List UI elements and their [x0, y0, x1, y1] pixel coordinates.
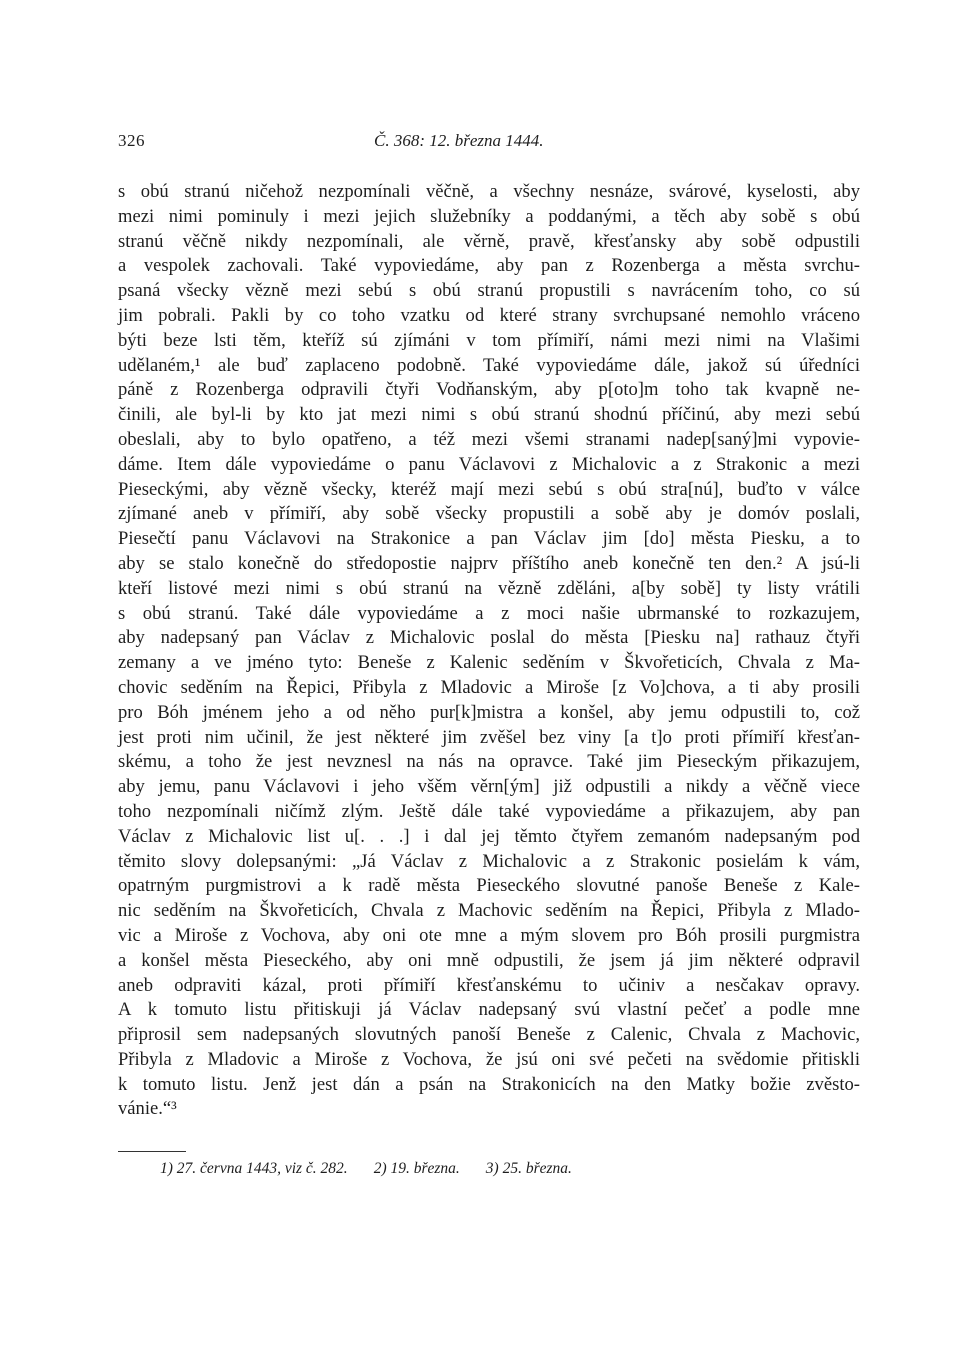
text-line: a vespolek zachovali. Také vypoviedáme, aby pan z Rozenberga a města svrchu-	[118, 255, 860, 277]
text-line: dáme. Item dále vypoviedáme o panu Václavovi z Michalovic a z Strakonic a mezi	[118, 453, 860, 475]
text-line: kteří listové mezi nimi s obú stranú na vězně zděláni, a[by sobě] ty listy vrátili	[118, 577, 860, 599]
footnote: 3) 25. března.	[485, 1160, 572, 1177]
text-line: zemany a ve jméno tyto: Beneše z Kalenic seděním v Škvořeticích, Chvala z Ma-	[118, 652, 860, 674]
text-line: těmito slovy dolepsanými: „Já Václav z Michalovic a z Strakonic posielám k vám,	[118, 850, 860, 872]
text-line: aby se stalo konečně do středopostie najprv příštího aneb konečně ten den.² A jsú-li	[118, 552, 860, 574]
page-number: 326	[118, 131, 145, 150]
text-line: psaná všecky vězně mezi sebú s obú stranú propustili s navrácením toho, co sú	[118, 280, 860, 302]
text-line: aby jemu, panu Václavovi i jeho všěm věrn[ým] již odpustili a nikdy a věčně viece	[118, 776, 860, 798]
text-line: Piesečtí panu Václavovi na Strakonice a pan Václav jim [do] města Piesku, a to	[118, 528, 860, 550]
text-line: páně z Rozenberga odpravili čtyři Vodňanským, aby p[oto]m toho tak kvapně ne-	[118, 379, 860, 401]
text-line: zjímané aneb v přímiří, aby sobě všecky propustili a sobě aby je domóv poslali,	[118, 503, 860, 525]
text-line: vic a Miroše z Vochova, aby oni ote mne a mým slovem pro Bóh prosili purgmistra	[118, 924, 860, 946]
running-head: Č. 368: 12. března 1444.	[374, 131, 544, 150]
text-line: A k tomuto listu přitiskuji já Václav nadepsaný svú vlastní pečeť a podle mne	[118, 999, 860, 1021]
footnotes	[160, 1160, 598, 1178]
text-line: mezi nimi pominuly i mezi jejich služebníky a poddanými, a těch aby sobě s obú	[118, 205, 860, 227]
text-line: s obú stranú. Také dále vypoviedáme a z moci našie ubrmanské to rozkazujem,	[118, 602, 860, 624]
text-line: činili, ale byl-li by kto jat mezi nimi s obú stranú shodnú příčinú, aby mezi sebú	[118, 404, 860, 426]
footnote: 2) 19. března.	[373, 1160, 460, 1177]
text-line: opatrným purgmistrovi a k radě města Pieseckého slovutné panoše Beneše z Kale-	[118, 875, 860, 897]
main-text	[118, 180, 860, 1122]
text-line: toho nezpomínali ničímž zlým. Ještě dále také vypoviedáme a přikazujem, aby pan	[118, 800, 860, 822]
footnote: 1) 27. června 1443, viz č. 282.	[160, 1160, 348, 1177]
text-line: Pieseckými, aby vězně všecky, kteréž mají mezi sebú s obú stra[nú], buďto v válce	[118, 478, 860, 500]
text-line: aby nadepsaný pan Václav z Michalovic poslal do města [Piesku na] rathauz čtyři	[118, 627, 860, 649]
text-line: udělaném,¹ ale buď zaplaceno podobně. Také vypoviedáme dále, jakož sú úředníci	[118, 354, 860, 376]
text-line: skému, a toho že jest nevznesl na nás na opravce. Také jim Pieseckým přikazujem,	[118, 751, 860, 773]
text-line: Václav z Michalovic list u[. . .] i dal jej těmto čtyřem zemanóm nadepsaným pod	[118, 825, 860, 847]
text-line: a konšel města Pieseckého, aby oni mně odpustili, že jsem já jim některé odpravil	[118, 949, 860, 971]
page-header	[118, 131, 860, 157]
text-line: býti beze lsti těm, kteříž sú zjímáni v tom přímiří, námi mezi nimi na Vlašimi	[118, 329, 860, 351]
text-line: s obú stranú ničehož nezpomínali věčně, a všechny nesnáze, svárové, kyselosti, aby	[118, 181, 860, 202]
text-line: k tomuto listu. Jenž jest dán a psán na Strakonicích na den Matky božie zvěsto-	[118, 1073, 860, 1095]
footnote-divider	[118, 1151, 186, 1152]
text-line: stranú věčně nikdy nezpomínali, ale věrně, pravě, křesťansky aby sobě odpustili	[118, 230, 860, 252]
text-line: Přibyla z Mladovic a Miroše z Vochova, že jsú oni své pečeti na svědomie přitiskli	[118, 1048, 860, 1070]
text-line: chovic seděním na Řepici, Přibyla z Mladovic a Miroše [z Vo]chova, a ti aby prosili	[118, 676, 860, 698]
text-line: pro Bóh jménem jeho a od něho pur[k]mistra a konšel, aby jemu odpustili to, což	[118, 701, 860, 723]
text-line: nic seděním na Škvořeticích, Chvala z Machovic seděním na Řepici, Přibyla z Mlado-	[118, 900, 860, 922]
text-line: vánie.“³	[118, 1098, 177, 1120]
text-line: obeslali, aby to bylo opatřeno, a též mezi všemi stranami nadep[saný]mi vypovie-	[118, 428, 860, 450]
text-line: jim pobrali. Pakli by co toho vzatku od které strany svrchupsané nemohlo vráceno	[118, 304, 860, 326]
text-line: aneb odpraviti kázal, proti přímiří křesťanskému to učiniv a nesčakav opravy.	[118, 974, 860, 996]
text-line: připrosil sem nadepsaných slovutných panoší Beneše z Calenic, Chvala z Machovic,	[118, 1024, 860, 1046]
text-line: jest proti nim učinil, že jest některé jim zvěšel bez viny [a t]o proti přímiří křesťan-	[118, 726, 860, 748]
